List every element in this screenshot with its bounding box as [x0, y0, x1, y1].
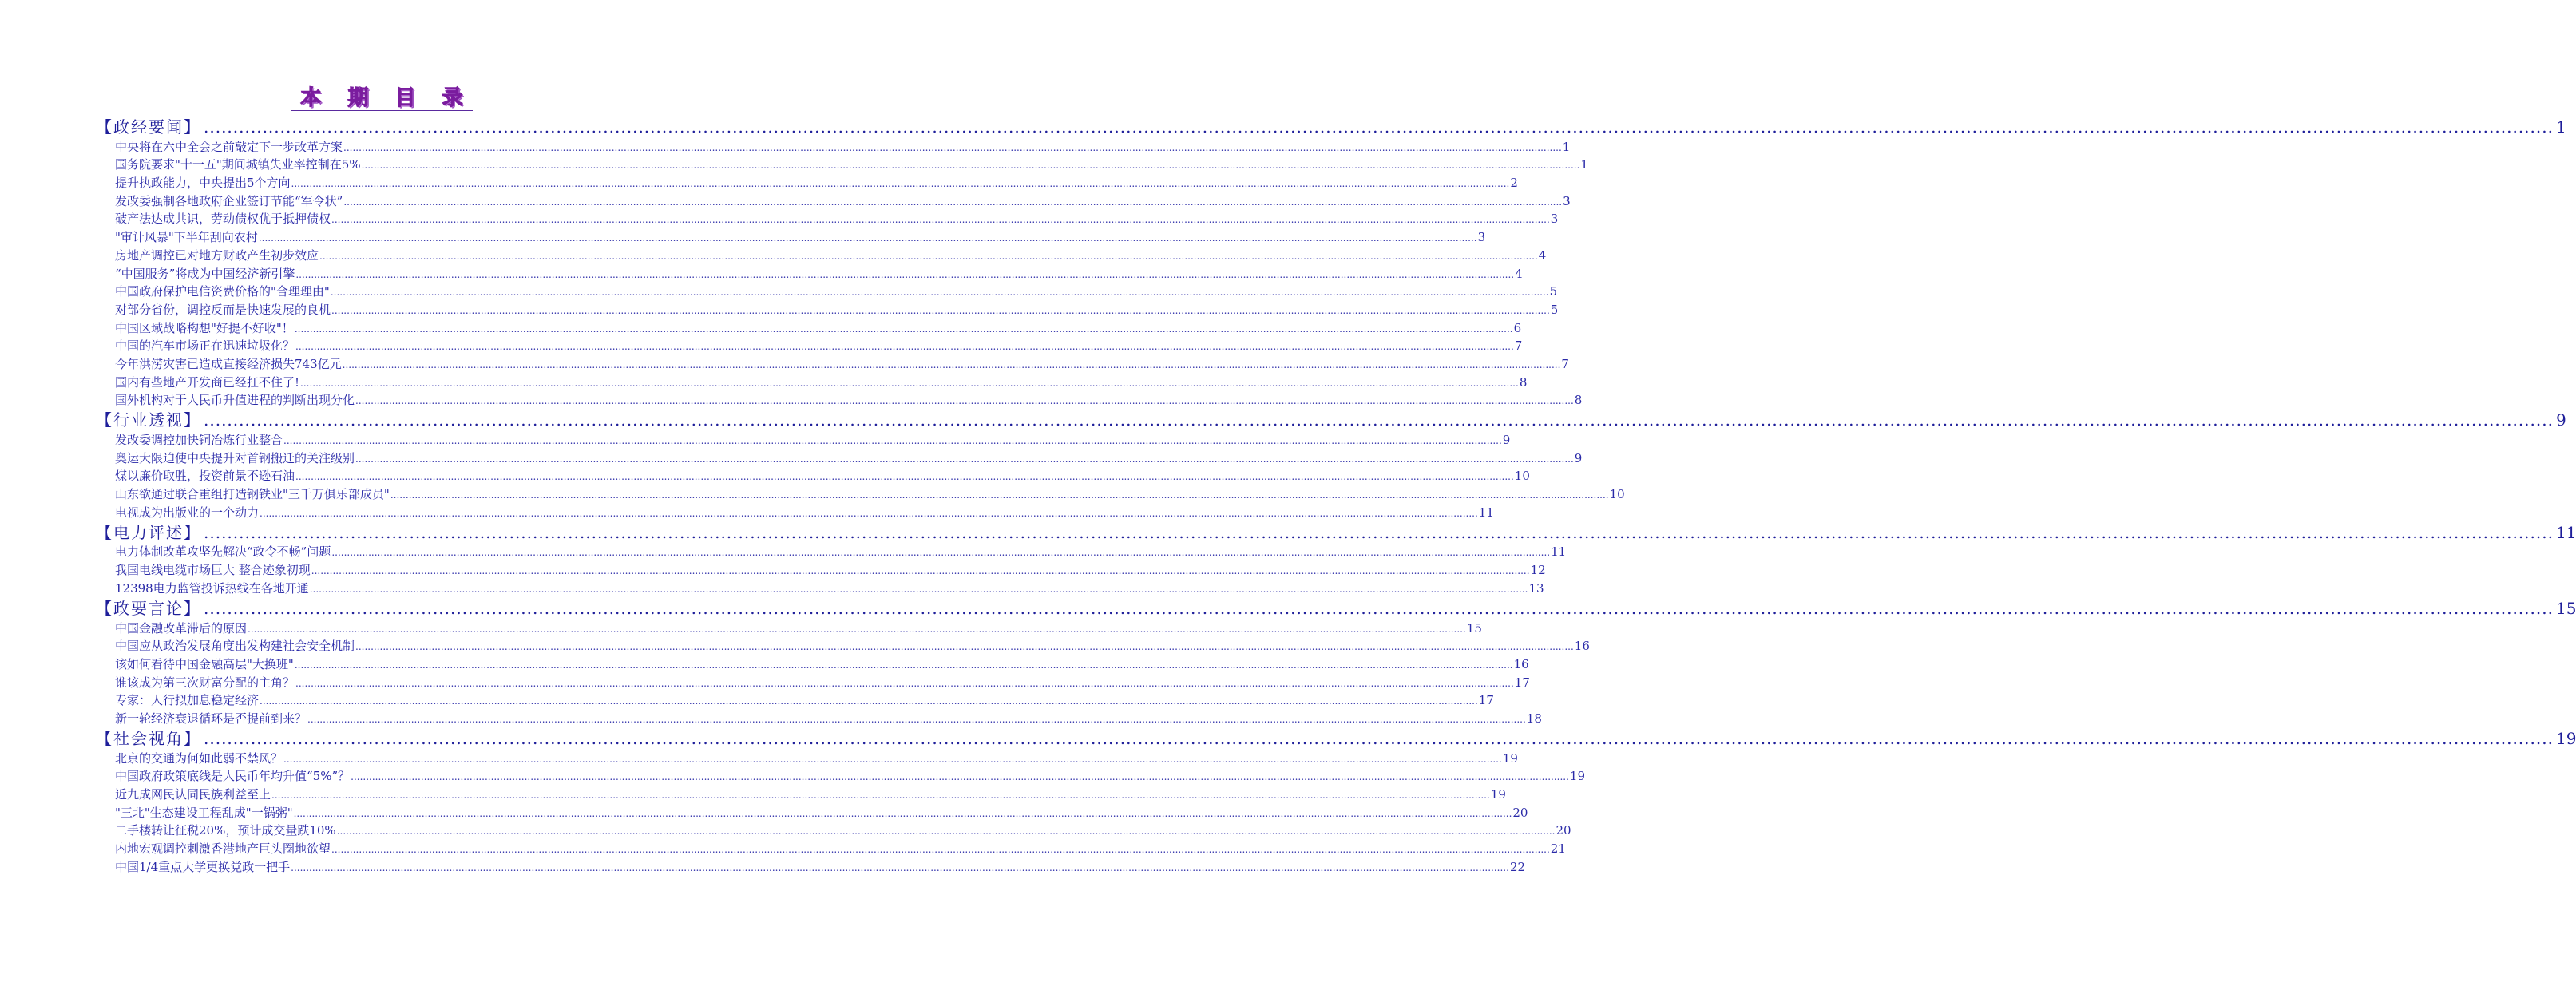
- toc-entry[interactable]: [96, 560, 1546, 578]
- section-page-number: 9: [2555, 410, 2566, 430]
- dot-leader: ................................................................................................................................................................................................................................................................................................................................................................................................................: [336, 826, 1556, 837]
- dot-leader: ................................................................................................................................................................................................................................................................................................................................................................................................................: [204, 598, 2554, 618]
- toc-entry-title: 今年洪涝灾害已造成直接经济损失743亿元: [115, 356, 342, 371]
- dot-leader: ................................................................................................................................................................................................................................................................................................................................................................................................................: [204, 410, 2554, 430]
- toc-entry-page-number: 9: [1502, 433, 1511, 447]
- toc-entry[interactable]: [96, 448, 1583, 466]
- dot-leader: ................................................................................................................................................................................................................................................................................................................................................................................................................: [293, 807, 1512, 819]
- toc-entry-title: 国务院要求"十一五"期间城镇失业率控制在5%: [115, 157, 361, 172]
- dot-leader: ................................................................................................................................................................................................................................................................................................................................................................................................................: [309, 583, 1528, 595]
- toc-entry-title: 内地宏观调控刺激香港地产巨头圈地欲望: [115, 841, 331, 857]
- dot-leader: ................................................................................................................................................................................................................................................................................................................................................................................................................: [258, 232, 1477, 244]
- toc-entry-page-number: 7: [1561, 356, 1569, 371]
- toc-entry-page-number: 16: [1574, 639, 1590, 654]
- toc-section: [96, 596, 2576, 727]
- toc-entry-page-number: 3: [1477, 230, 1486, 245]
- dot-leader: ................................................................................................................................................................................................................................................................................................................................................................................................................: [295, 677, 1514, 689]
- toc-entry[interactable]: [96, 618, 1482, 636]
- toc-entry-page-number: 5: [1549, 284, 1558, 299]
- dot-leader: ................................................................................................................................................................................................................................................................................................................................................................................................................: [204, 522, 2554, 542]
- dot-leader: ................................................................................................................................................................................................................................................................................................................................................................................................................: [294, 659, 1513, 671]
- toc-entry[interactable]: [96, 672, 1530, 691]
- toc-entry[interactable]: [96, 336, 1523, 354]
- toc-entry-page-number: 17: [1514, 675, 1530, 690]
- toc-entry-title: "审计风暴"下半年刮向农村: [115, 230, 258, 245]
- dot-leader: ................................................................................................................................................................................................................................................................................................................................................................................................................: [355, 453, 1574, 465]
- toc-entry-page-number: 19: [1502, 750, 1518, 766]
- section-heading[interactable]: [96, 115, 2566, 137]
- toc-entry[interactable]: [96, 245, 1547, 263]
- toc-entry-page-number: 13: [1528, 580, 1544, 596]
- toc-entry[interactable]: [96, 542, 1567, 560]
- toc-entry-title: 12398电力监管投诉热线在各地开通: [115, 580, 309, 596]
- toc-entry-title: 谁该成为第三次财富分配的主角？: [115, 675, 295, 690]
- toc-entry-title: 提升执政能力，中央提出5个方向: [115, 176, 291, 191]
- dot-leader: ................................................................................................................................................................................................................................................................................................................................................................................................................: [204, 728, 2554, 748]
- dot-leader: ................................................................................................................................................................................................................................................................................................................................................................................................................: [248, 623, 1466, 635]
- toc-title-wrap: [96, 86, 668, 115]
- toc-section: [96, 521, 2576, 596]
- section-heading[interactable]: [96, 727, 2576, 748]
- toc-entry-page-number: 8: [1519, 374, 1528, 390]
- section-heading-label: 【行业透视】: [96, 410, 201, 430]
- toc-entry-page-number: 11: [1551, 544, 1567, 560]
- toc-entry-page-number: 20: [1556, 823, 1571, 838]
- section-heading[interactable]: [96, 408, 2566, 430]
- toc-entry-title: 国外机构对于人民币升值进程的判断出现分化: [115, 393, 355, 408]
- dot-leader: ................................................................................................................................................................................................................................................................................................................................................................................................................: [260, 695, 1478, 707]
- toc-section: [96, 727, 2576, 875]
- toc-entry[interactable]: [96, 502, 1494, 521]
- toc-entry-title: 中国应从政治发展角度出发构建社会安全机制: [115, 639, 355, 654]
- toc-entry[interactable]: [96, 155, 1588, 173]
- dot-leader: ................................................................................................................................................................................................................................................................................................................................................................................................................: [271, 790, 1490, 801]
- toc-entry-title: 中国1/4重点大学更换党政一把手: [115, 859, 291, 874]
- dot-leader: ................................................................................................................................................................................................................................................................................................................................................................................................................: [390, 489, 1609, 501]
- toc-entry-title: 奥运大限迫使中央提升对首钢搬迁的关注级别: [115, 450, 355, 465]
- toc-entry-page-number: 17: [1478, 693, 1494, 708]
- section-page-number: 19: [2555, 728, 2576, 748]
- toc-entry[interactable]: [96, 227, 1486, 245]
- toc-entry[interactable]: [96, 802, 1528, 821]
- toc-entry-title: 对部分省份，调控反而是快速发展的良机: [115, 302, 331, 317]
- dot-leader: ................................................................................................................................................................................................................................................................................................................................................................................................................: [295, 471, 1514, 483]
- section-page-number: 1: [2555, 117, 2566, 137]
- dot-leader: ................................................................................................................................................................................................................................................................................................................................................................................................................: [294, 323, 1513, 335]
- toc-entry-page-number: 20: [1512, 805, 1528, 820]
- dot-leader: ................................................................................................................................................................................................................................................................................................................................................................................................................: [291, 178, 1510, 190]
- toc-entry-page-number: 7: [1514, 339, 1523, 354]
- dot-leader: ................................................................................................................................................................................................................................................................................................................................................................................................................: [260, 507, 1478, 519]
- toc-entry[interactable]: [96, 636, 1590, 655]
- toc-entry-title: 电视成为出版业的一个动力: [115, 505, 260, 520]
- toc-entry-page-number: 11: [1478, 505, 1494, 520]
- dot-leader: ................................................................................................................................................................................................................................................................................................................................................................................................................: [355, 641, 1574, 653]
- dot-leader: ................................................................................................................................................................................................................................................................................................................................................................................................................: [331, 214, 1550, 226]
- toc-entry-title: 中国的汽车市场正在迅速垃圾化？: [115, 339, 295, 354]
- toc-entry-title: 国内有些地产开发商已经扛不住了!: [115, 374, 300, 390]
- toc-entry-title: 近九成网民认同民族利益至上: [115, 787, 271, 802]
- toc-entry-page-number: 15: [1466, 620, 1482, 636]
- toc-entry-title: 中国金融改革滞后的原因: [115, 620, 248, 636]
- toc-entry-title: 新一轮经济衰退循环是否提前到来？: [115, 711, 307, 726]
- toc-entry[interactable]: [96, 578, 1544, 596]
- toc-entry[interactable]: [96, 857, 1526, 875]
- toc-entry[interactable]: [96, 263, 1523, 282]
- toc-entry-title: 破产法达成共识，劳动债权优于抵押债权: [115, 212, 331, 227]
- section-heading-label: 【政要言论】: [96, 598, 201, 618]
- toc-entry-page-number: 10: [1514, 469, 1530, 484]
- section-heading-label: 【电力评述】: [96, 522, 201, 542]
- table-of-contents: [96, 86, 2576, 875]
- toc-entry[interactable]: [96, 484, 1625, 502]
- toc-entry[interactable]: [96, 299, 1559, 318]
- toc-entry-page-number: 22: [1509, 859, 1526, 874]
- toc-entry-title: 中国区域战略构想"好提不好收"！: [115, 320, 294, 335]
- dot-leader: ................................................................................................................................................................................................................................................................................................................................................................................................................: [331, 304, 1550, 316]
- toc-entry[interactable]: [96, 838, 1566, 857]
- toc-entry-page-number: 16: [1513, 656, 1529, 671]
- toc-entry[interactable]: [96, 354, 1569, 372]
- toc-entry-title: 房地产调控已对地方财政产生初步效应: [115, 247, 319, 263]
- toc-entry-page-number: 18: [1526, 711, 1542, 726]
- toc-entry-title: “中国服务”将成为中国经济新引擎: [115, 266, 295, 281]
- toc-entry[interactable]: [96, 318, 1522, 336]
- toc-entry-title: 二手楼转让征税20%，预计成交量跌10%: [115, 823, 336, 838]
- toc-entry-title: 煤以廉价取胜，投资前景不逊石油: [115, 469, 295, 484]
- dot-leader: ................................................................................................................................................................................................................................................................................................................................................................................................................: [361, 160, 1580, 172]
- dot-leader: ................................................................................................................................................................................................................................................................................................................................................................................................................: [355, 395, 1574, 407]
- toc-entry-title: 发改委强制各地政府企业签订节能“军令状”: [115, 193, 343, 208]
- toc-entry-title: 中国政府保护电信资费价格的"合理理由": [115, 284, 330, 299]
- toc-entry-page-number: 3: [1563, 193, 1571, 208]
- toc-entry-page-number: 4: [1515, 266, 1523, 281]
- toc-entry-page-number: 8: [1574, 393, 1583, 408]
- toc-section: [96, 115, 2566, 408]
- toc-entry-page-number: 3: [1550, 212, 1559, 227]
- toc-entry[interactable]: [96, 390, 1583, 409]
- toc-section: [96, 408, 2566, 520]
- toc-entry-page-number: 19: [1569, 769, 1586, 784]
- toc-entry-page-number: 12: [1530, 563, 1546, 578]
- toc-title: 本 期 目 录: [291, 86, 472, 111]
- toc-entry-title: 中国政府政策底线是人民币年均升值“5%”？: [115, 769, 351, 784]
- toc-entry[interactable]: [96, 191, 1571, 209]
- toc-entry-title: 发改委调控加快铜冶炼行业整合: [115, 433, 283, 447]
- toc-entry-page-number: 5: [1550, 302, 1559, 317]
- toc-entry[interactable]: [96, 821, 1571, 839]
- toc-entry[interactable]: [96, 784, 1506, 802]
- dot-leader: ................................................................................................................................................................................................................................................................................................................................................................................................................: [331, 844, 1550, 856]
- toc-entry[interactable]: [96, 209, 1559, 228]
- dot-leader: ................................................................................................................................................................................................................................................................................................................................................................................................................: [331, 547, 1551, 559]
- section-page-number: 15: [2555, 598, 2576, 618]
- toc-entry-page-number: 10: [1609, 487, 1625, 502]
- dot-leader: ................................................................................................................................................................................................................................................................................................................................................................................................................: [295, 268, 1515, 280]
- toc-entry[interactable]: [96, 708, 1542, 727]
- section-heading-label: 【社会视角】: [96, 728, 201, 748]
- dot-leader: ................................................................................................................................................................................................................................................................................................................................................................................................................: [307, 713, 1526, 725]
- toc-entry-title: 中央将在六中全会之前敲定下一步改革方案: [115, 139, 343, 154]
- toc-body: [96, 115, 2576, 875]
- dot-leader: ................................................................................................................................................................................................................................................................................................................................................................................................................: [283, 435, 1502, 446]
- toc-entry-page-number: 6: [1513, 320, 1522, 335]
- toc-entry-page-number: 4: [1538, 247, 1547, 263]
- toc-entry-title: 北京的交通为何如此弱不禁风？: [115, 750, 283, 766]
- toc-entry-title: 我国电线电缆市场巨大 整合迹象初现: [115, 563, 311, 578]
- dot-leader: ................................................................................................................................................................................................................................................................................................................................................................................................................: [204, 117, 2554, 137]
- dot-leader: ................................................................................................................................................................................................................................................................................................................................................................................................................: [311, 565, 1530, 577]
- toc-entry[interactable]: [96, 691, 1494, 709]
- toc-entry[interactable]: [96, 430, 1511, 448]
- toc-entry-title: "三北"生态建设工程乱成"一锅粥": [115, 805, 293, 820]
- toc-entry[interactable]: [96, 282, 1558, 300]
- toc-entry[interactable]: [96, 466, 1530, 485]
- toc-entry-page-number: 2: [1510, 176, 1518, 191]
- dot-leader: ................................................................................................................................................................................................................................................................................................................................................................................................................: [343, 196, 1563, 208]
- toc-entry[interactable]: [96, 172, 1518, 191]
- toc-entry[interactable]: [96, 748, 1518, 766]
- toc-entry[interactable]: [96, 372, 1528, 390]
- toc-entry-title: 专家：人行拟加息稳定经济: [115, 693, 260, 708]
- toc-entry-page-number: 19: [1490, 787, 1506, 802]
- toc-entry[interactable]: [96, 766, 1586, 785]
- dot-leader: ................................................................................................................................................................................................................................................................................................................................................................................................................: [342, 358, 1561, 370]
- toc-entry-page-number: 1: [1580, 157, 1588, 172]
- toc-entry[interactable]: [96, 137, 1571, 155]
- toc-entry-title: 该如何看待中国金融高层"大换班": [115, 656, 294, 671]
- dot-leader: ................................................................................................................................................................................................................................................................................................................................................................................................................: [351, 771, 1569, 783]
- section-heading[interactable]: [96, 521, 2576, 542]
- dot-leader: ................................................................................................................................................................................................................................................................................................................................................................................................................: [291, 861, 1509, 873]
- dot-leader: ................................................................................................................................................................................................................................................................................................................................................................................................................: [330, 287, 1549, 299]
- toc-entry[interactable]: [96, 654, 1529, 672]
- dot-leader: ................................................................................................................................................................................................................................................................................................................................................................................................................: [300, 377, 1519, 389]
- dot-leader: ................................................................................................................................................................................................................................................................................................................................................................................................................: [319, 250, 1538, 262]
- dot-leader: ................................................................................................................................................................................................................................................................................................................................................................................................................: [343, 141, 1562, 153]
- dot-leader: ................................................................................................................................................................................................................................................................................................................................................................................................................: [283, 753, 1502, 765]
- section-page-number: 11: [2555, 522, 2576, 542]
- toc-entry-page-number: 21: [1550, 841, 1566, 857]
- section-heading[interactable]: [96, 596, 2576, 618]
- section-heading-label: 【政经要闻】: [96, 117, 201, 137]
- toc-entry-page-number: 9: [1574, 450, 1583, 465]
- toc-entry-page-number: 1: [1562, 139, 1571, 154]
- toc-entry-title: 山东欲通过联合重组打造钢铁业"三千万俱乐部成员": [115, 487, 390, 502]
- dot-leader: ................................................................................................................................................................................................................................................................................................................................................................................................................: [295, 341, 1514, 353]
- toc-entry-title: 电力体制改革攻坚先解决“政令不畅”问题: [115, 544, 331, 560]
